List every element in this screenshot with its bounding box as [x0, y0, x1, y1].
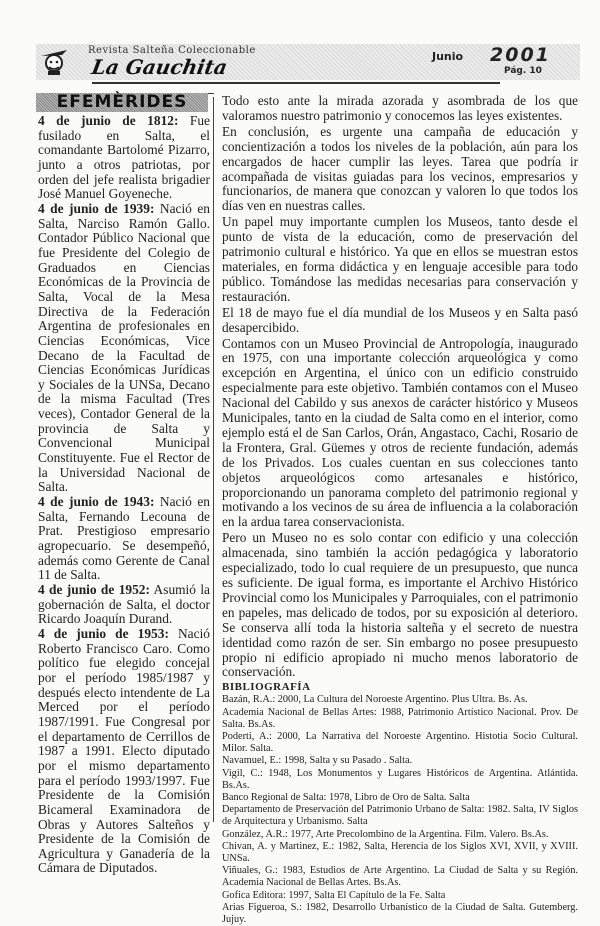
efemeride-entry — [38, 627, 210, 876]
magazine-title: La Gauchita — [89, 55, 230, 79]
bibliography-list — [222, 694, 578, 926]
entry-text: Nació Roberto Francisco Caro. Como político fue elegido concejal por el período 1985/1987 y después electo intendente de La Merced por el período 1987/1991. Fue Congresal por el departamento de Cerrillos de 1987 a 1991. Electo diputado por el mismo departamento para el período 1993/1997. Fue Presidente de la Comisión Bicameral Examinadora de Obras y Autores Salteños y Presidente de la Comisión de Agricultura y Ganadería de la Cámara de Diputados. — [38, 625, 210, 876]
bibliography-item: Bazán, R.A.: 2000, La Cultura del Noroeste Argentino. Plus Ultra. Bs. As. — [222, 694, 528, 706]
magazine-subtitle: Revista Salteña Coleccionable — [88, 45, 256, 56]
efemeride-entry — [38, 495, 210, 583]
bibliography-item: Chivan, A. y Martinez, E.: 1982, Salta, Herencia de los Siglos XVI, XVII, y XVIII. UNSa. — [222, 840, 578, 864]
article-paragraph: El 18 de mayo fue el día mundial de los Museos y en Salta pasó desapercibido. — [222, 304, 578, 335]
article-paragraph: Pero un Museo no es solo contar con edificio y una colección almacenada, sino también la acción pedagógica y laboratorio especializado, todo lo cual requiere de un presupuesto, que nunca es suficiente. De igual forma, es importante el Archivo Histórico Provincial como los Municipales y Parroquiales, con el patrimonio en papeles, mas delicado de todos, por su exposición al deterioro. Se conserva allí toda la historia salteña y el secreto de nuestra identidad como razón de ser. Sin embargo no posee presupuesto propio ni edificio apropiado ni mucho menos laboratorio de conservación. — [222, 530, 578, 680]
bibliography-item: Gofica Editora: 1997, Salta El Capítulo de la Fe. Salta — [222, 889, 446, 901]
entry-date: 4 de junio de 1812: — [38, 113, 179, 128]
efemeride-entry — [38, 583, 210, 627]
entry-text: Nació en Salta, Fernando Lecouna de Prat. Prestigioso empresario agropecuario. Se desempeñó, además como Gerente de Canal 11 de Salta. — [38, 494, 210, 583]
efemeride-entry — [38, 202, 210, 495]
entry-text: Nació en Salta, Narciso Ramón Gallo. Contador Público Nacional que fue Presidente del Colegio de Graduados en Ciencias Económicas de la Provincia de Salta, Vocal de la Mesa Directiva de la Federación Argentina de profesionales en Ciencias Económicas, Vice Decano de la Facultad de Ciencias Económicas Jurídicas y Sociales de la UNSa, Decano de la misma Facultad (Tres veces), Contador General de la provincia de Salta y Convencional Municipal Constituyente. Fue el Rector de la Universidad Nacional de Salta. — [38, 200, 210, 495]
gaucho-logo-icon — [40, 46, 68, 76]
efemerides-column — [38, 114, 210, 876]
bibliography-item: González, A.R.: 1977, Arte Precolombino de la Argentina. Film. Valero. Bs.As. — [222, 828, 549, 840]
entry-date: 4 de junio de 1939: — [38, 200, 155, 216]
masthead — [36, 44, 580, 80]
entry-text: Asumió la gobernación de Salta, el doctor Ricardo Joaquín Durand. — [38, 582, 210, 627]
issue-month: Junio — [432, 50, 464, 63]
efemerides-title: EFEMÈRIDES — [56, 92, 188, 112]
entry-date: 4 de junio de 1952: — [38, 582, 150, 597]
bibliography-item: Poderti, A.: 2000, La Narrativa del Noroeste Argentino. Histotia Socio Cultural. Milor. Salta. — [222, 730, 578, 755]
column-divider — [213, 97, 214, 822]
bibliography-item: Arias Figueroa, S.: 1982, Desarrollo Urbanístico de la Ciudad de Salta. Gutemberg. Jujuy. — [222, 901, 578, 925]
article-paragraph: Contamos con un Museo Provincial de Antropología, inaugurado en 1975, con una importante colección arqueológica y como excepción en Argentina, el único con un edificio construido especialmente para este objetivo. También contamos con el Museo Nacional del Cabildo y sus anexos de carácter histórico y Museos Municipales, tanto en la ciudad de Salta como en el interior, como ejemplo está el de San Carlos, Orán, Angastaco, Cachi, Rosario de la Frontera, Gral. Güemes y otros de reciente fundación, además de los Privados. Los cuales cuentan en sus colecciones tanto objetos arqueológicos como artesanales e histórico, proporcionando un panorama completo del patrimonio regional y motivando a los vecinos de su área de influencia a la colaboración en la ardua tarea conservacionista. — [222, 335, 578, 530]
entry-date: 4 de junio de 1943: — [38, 494, 155, 510]
page-number: Pág. 10 — [504, 66, 542, 76]
efemerides-banner — [36, 93, 208, 112]
issue-year: 2001 — [490, 44, 551, 66]
column-divider-tick — [208, 93, 214, 94]
bibliography-item: Banco Regional de Salta: 1978, Libro de Oro de Salta. Salta — [222, 791, 470, 803]
efemeride-entry — [38, 114, 210, 202]
bibliography-item: Viñuales, G.: 1983, Estudios de Arte Argentino. La Ciudad de Salta y su Región. Academia Nacional de Bellas Artes. Bs.As. — [222, 865, 578, 889]
entry-text: Fue fusilado en Salta, el comandante Bartolomé Pizarro, junto a otros patriotas, por orden del jefe realista brigadier José Manuel Goyeneche. — [38, 113, 210, 202]
bibliography-item: Academia Nacional de Bellas Artes: 1988, Patrimonio Artístico Nacional. Prov. De Salta. Bs.As. — [222, 706, 578, 730]
article-paragraph: Un papel muy importante cumplen los Museos, tanto desde el punto de vista de la educación, como de preservación del patrimonio cultural e histórico. Ya que en ellos se muestran estos materiales, en forma didáctica y en lenguaje accesible para todo público. Tomándose las medidas necesarias para conservación y restauración. — [222, 214, 578, 304]
article-column — [222, 94, 578, 926]
article-paragraph: En conclusión, es urgente una campaña de educación y concientización a todos los niveles de la población, aún para los encargados de hacer cumplir las leyes. Tarea que podría ir acompañada de visitas guiadas para los vecinos, empresarios y funcionarios, de manera que conozcan y valoren lo que todos los días ven en nuestras calles. — [222, 123, 578, 214]
bibliography-item: Vigil, C.: 1948, Los Monumentos y Lugares Históricos de Argentina. Atlántida. Bs.As. — [222, 767, 578, 791]
bibliography-heading: BIBLIOGRAFÍA — [222, 681, 311, 694]
bibliography-item: Navamuel, E.: 1998, Salta y su Pasado . Salta. — [222, 755, 413, 767]
header-divider — [92, 82, 500, 84]
article-paragraph: Todo esto ante la mirada azorada y asombrada de los que valoramos nuestro patrimonio y conocemos las leyes existentes. — [222, 93, 578, 123]
bibliography-item: Departamento de Preservación del Patrimonio Urbano de Salta: 1982. Salta, IV Siglos de Arquitectura y Urbanismo. Salta — [222, 804, 578, 828]
entry-date: 4 de junio de 1953: — [38, 625, 169, 641]
